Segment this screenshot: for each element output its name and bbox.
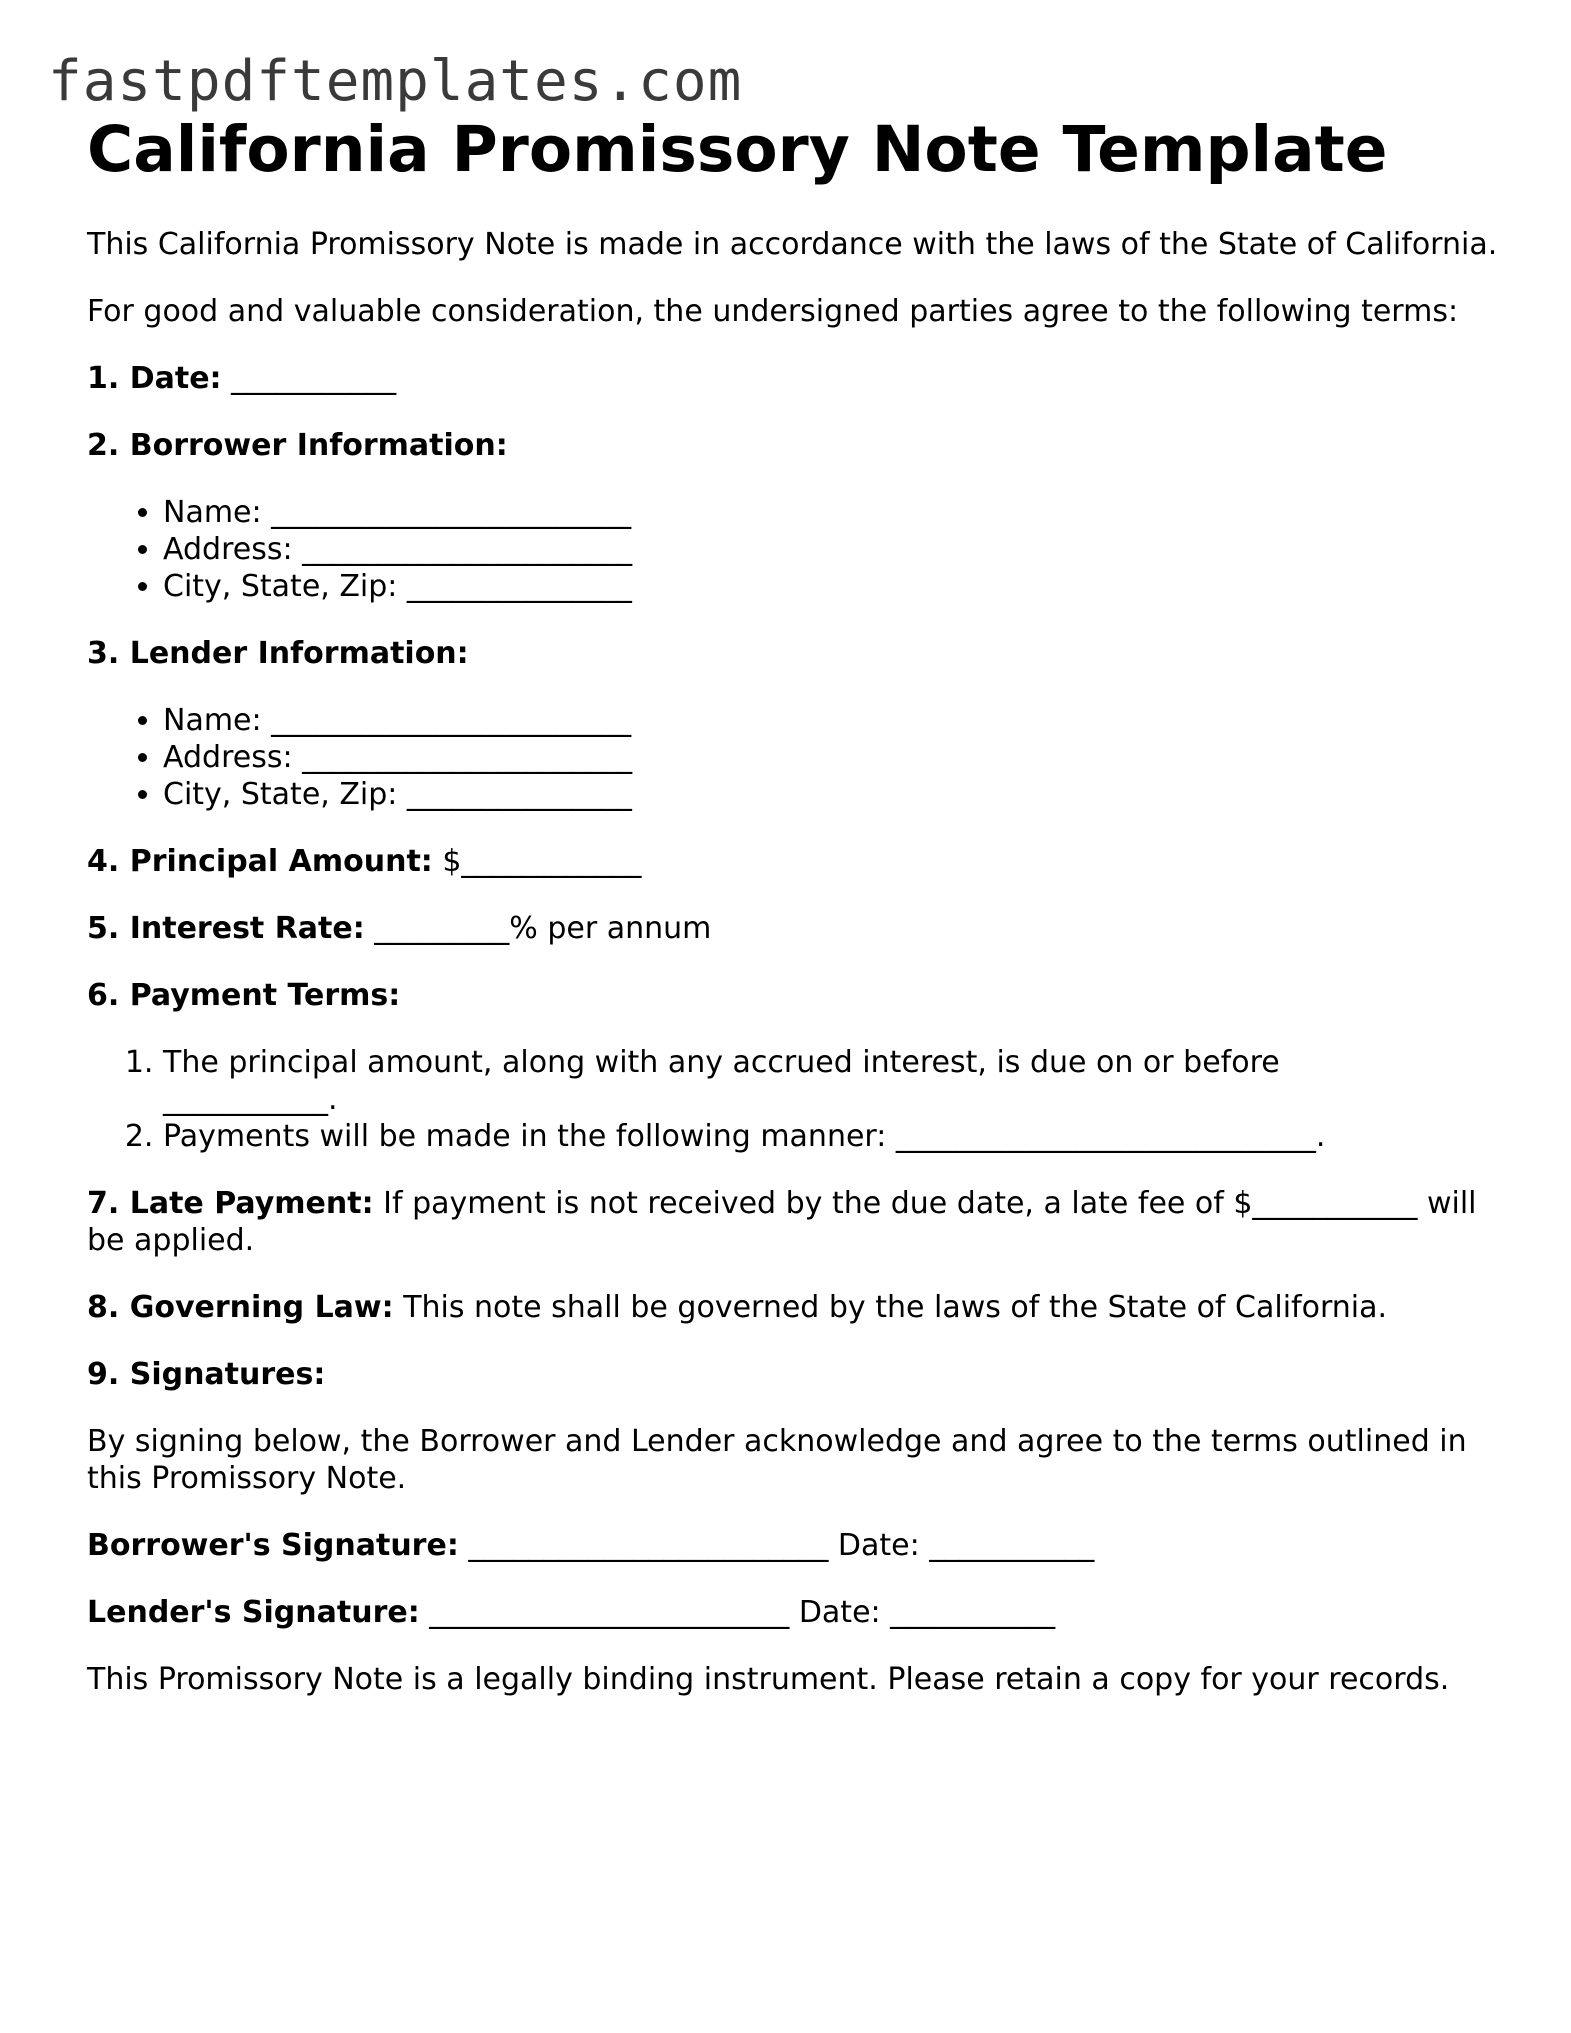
principal-blank[interactable]: $____________ [442, 844, 642, 879]
interest-label: 5. Interest Rate: [87, 911, 365, 946]
borrower-address-field[interactable]: • Address: ______________________ [163, 531, 1507, 568]
payment-term-item[interactable]: 1. The principal amount, along with any accrued interest, is due on or before ___________. [163, 1044, 1423, 1118]
watermark-text: fastpdftemplates.com [48, 49, 743, 114]
governing-law-clause [87, 1289, 1507, 1326]
signatures-heading: 9. Signatures: [87, 1357, 326, 1392]
page-title: California Promissory Note Template [87, 113, 1388, 186]
date-label: 1. Date: [87, 361, 222, 396]
document-body [87, 112, 1507, 1698]
intro-paragraph: This California Promissory Note is made in accordance with the laws of the State of California. [87, 227, 1498, 262]
borrower-list [87, 494, 1507, 605]
late-payment-label: 7. Late Payment: [87, 1186, 374, 1221]
date-blank[interactable]: ___________ [231, 361, 397, 396]
consideration-paragraph: For good and valuable consideration, the undersigned parties agree to the following terms: [87, 294, 1459, 329]
borrower-signature-label: Borrower's Signature: [87, 1528, 459, 1563]
lender-signature-line [87, 1594, 1507, 1631]
payment-terms-heading: 6. Payment Terms: [87, 978, 401, 1013]
payment-terms-list [87, 1044, 1507, 1155]
lender-list [87, 702, 1507, 813]
lender-heading: 3. Lender Information: [87, 636, 469, 671]
closing-statement: This Promissory Note is a legally binding instrument. Please retain a copy for your records. [87, 1662, 1450, 1697]
borrower-city-field[interactable]: • City, State, Zip: _______________ [163, 568, 1507, 605]
lender-name-field[interactable]: • Name: ________________________ [163, 702, 1507, 739]
late-payment-text[interactable]: If payment is not received by the due date, a late fee of $___________ will be applied. [87, 1186, 1477, 1258]
signatures-paragraph: By signing below, the Borrower and Lender acknowledge and agree to the terms outlined in this Promissory Note. [87, 1424, 1467, 1496]
interest-blank[interactable]: _________% per annum [374, 911, 712, 946]
lender-signature-blank[interactable]: ________________________ Date: ___________ [429, 1595, 1056, 1630]
borrower-name-field[interactable]: • Name: ________________________ [163, 494, 1507, 531]
borrower-signature-line [87, 1527, 1507, 1564]
interest-field [87, 910, 1507, 947]
lender-address-field[interactable]: • Address: ______________________ [163, 739, 1507, 776]
lender-city-field[interactable]: • City, State, Zip: _______________ [163, 776, 1507, 813]
payment-term-item[interactable]: 2. Payments will be made in the following manner: ____________________________. [163, 1118, 1507, 1155]
principal-field [87, 843, 1507, 880]
borrower-signature-blank[interactable]: ________________________ Date: ___________ [468, 1528, 1095, 1563]
date-field [87, 360, 1507, 397]
lender-signature-label: Lender's Signature: [87, 1595, 420, 1630]
principal-label: 4. Principal Amount: [87, 844, 433, 879]
governing-law-label: 8. Governing Law: [87, 1290, 394, 1325]
governing-law-text: This note shall be governed by the laws of the State of California. [403, 1290, 1388, 1325]
borrower-heading: 2. Borrower Information: [87, 428, 508, 463]
late-payment-clause [87, 1185, 1507, 1259]
